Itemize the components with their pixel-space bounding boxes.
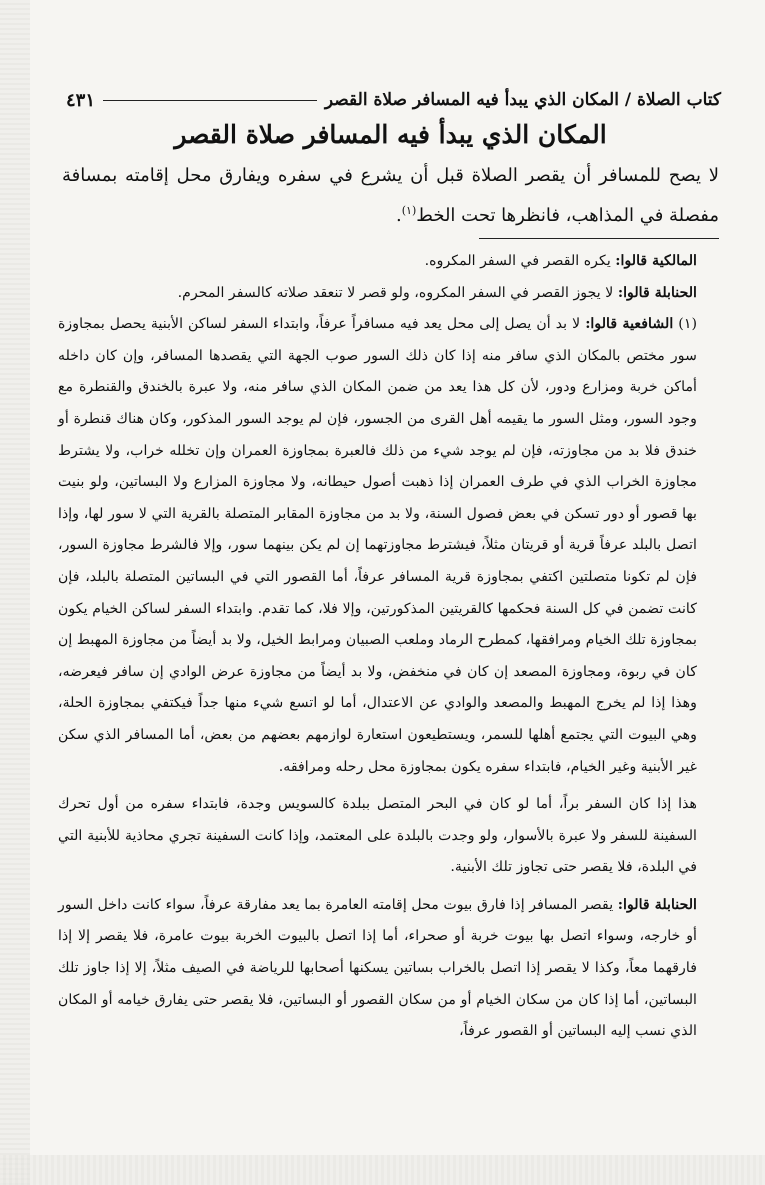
footnote-ref: (١): [401, 204, 417, 217]
scan-edge-left: [0, 0, 30, 1185]
footnotes: [58, 246, 719, 1048]
footnote-label: الشافعية قالوا:: [585, 316, 674, 333]
footnote-separator: [479, 238, 719, 239]
footnote-text: لا يجوز القصر في السفر المكروه، ولو قصر لا تنعقد صلاته كالسفر المحرم.: [177, 284, 618, 301]
running-title: كتاب الصلاة / المكان الذي يبدأ فيه المسافر صلاة القصر: [324, 90, 721, 110]
footnote-label: المالكية قالوا:: [615, 253, 697, 269]
intro-paragraph: [62, 158, 719, 233]
intro-end: .: [395, 205, 402, 226]
footnote-label: الحنابلة قالوا:: [617, 896, 697, 913]
footnote-text: لا بد أن يصل إلى محل يعد فيه مسافراً عرفاً، وابتداء السفر لساكن الأبنية يحصل بمجاوزة سور مختص بالمكان الذي سافر منه إذا كان ذلك السور صوب الجهة التي يقصدها المسافر، وإن كان داخله أماكن خربة ومزارع ودور، لأن كل هذا يعد من ضمن المكان الذي سافر منه، ولا عبرة بالخندق والقنطرة مع وجود السور، ومثل السور ما يقيمه أهل القرى من الجسور، فإن لم يوجد السور المذكور، وكان هناك قنطرة أو خندق فلا بد من مجاوزته، فإن لم يوجد شيء من ذلك فالعبرة بمجاوزة العمران وإن تخلله خراب، ولا يشترط مجاوزة الخراب الذي في طرف العمران إذا ذهبت أصول حيطانه، ولا مجاوزة المزارع ولا البساتين، ولو بنيت بها قصور أو دور تسكن في بعض فصول السنة، ولا بد من مجاوزة المقابر المتصلة بالقرية التي لا سور لها، وإذا اتصل بالبلد عرفاً قرية أو قريتان مثلاً، فيشترط مجاوزتهما إن لم يكن بينهما سور، وإلا فالشرط مجاوزة السور، فإن لم تكونا متصلتين اكتفي بمجاوزة قرية المسافر عرفاً، أما القصور التي في البساتين المتصلة بالبلد، فإن كانت تضمن في كل السنة فحكمها كالقريتين المذكورتين، وإلا فلا، كما تقدم. وابتداء السفر لساكن الخيام يكون بمجاوزة تلك الخيام ومرافقها، كمطرح الرماد وملعب الصبيان ومرابط الخيل، ولا بد أيضاً من مجاوزة المهبط إن كان في ربوة، ومجاوزة المصعد إن كان في منخفض، ولا بد أيضاً من مجاوزة عرض الوادي إن سافر فيعرضه، وهذا إذا لم يخرج المهبط والمصعد والوادي عن الاعتدال، أما لو اتسع شيء منها جداً فيكتفي بمجاوزة الحلة، وهي البيوت التي يجتمع أهلها للسمر، ويستطيعون استعارة لوازمهم بعضهم من بعض، أما المسافر الذي سكن غير الأبنية وغير الخيام، فابتداء سفره يكون بمجاوزة محل رحله ومرافقه.: [58, 316, 697, 775]
header-rule: [103, 100, 317, 101]
footnote-label: الحنابلة قالوا:: [617, 284, 697, 301]
footnote-number: (١): [673, 316, 697, 333]
section-title: المكان الذي يبدأ فيه المسافر صلاة القصر: [174, 120, 607, 149]
page-number: ٤٣١: [66, 89, 96, 111]
footnote-maliki: [58, 246, 719, 278]
footnote-hanbali-2: [58, 890, 719, 1048]
footnote-text: يكره القصر في السفر المكروه.: [424, 253, 616, 269]
scan-edge-bottom: [0, 1155, 765, 1185]
footnote-shafii: [58, 309, 719, 783]
intro-text: لا يصح للمسافر أن يقصر الصلاة قبل أن يشرع في سفره ويفارق محل إقامته بمسافة مفصلة في المذاهب، فانظرها تحت الخط: [62, 165, 719, 226]
footnote-sea-travel: [58, 789, 719, 884]
running-header: [66, 86, 721, 114]
footnote-text: يقصر المسافر إذا فارق بيوت محل إقامته العامرة بما يعد مفارقة عرفاً، سواء كانت داخل السور أو خارجه، وسواء اتصل بها بيوت خربة أو صحراء، أما إذا اتصل بالبيوت الخربة بيوت عامرة، فلا يقصر إلا إذا فارقهما معاً، وكذا لا يقصر إذا اتصل بالخراب بساتين يسكنها أصحابها للرياضة في الصيف مثلاً، إلا إذا جاوز تلك البساتين، أما إذا كان من سكان الخيام أو من سكان القصور أو البساتين، فلا يقصر حتى يفارق خيامه أو المكان الذي نسب إليه البساتين أو القصور عرفاً،: [58, 896, 697, 1040]
footnote-text: هذا إذا كان السفر براً، أما لو كان في البحر المتصل ببلدة كالسويس وجدة، فابتداء سفره من أول تحرك السفينة للسفر ولا عبرة بالأسوار، ولو وجدت بالبلدة على المعتمد، وإذا كانت السفينة تجري محاذية للأبنية التي في البلدة، فلا يقصر حتى تجاوز تلك الأبنية.: [58, 796, 697, 876]
footnote-hanbali-1: [58, 278, 719, 310]
